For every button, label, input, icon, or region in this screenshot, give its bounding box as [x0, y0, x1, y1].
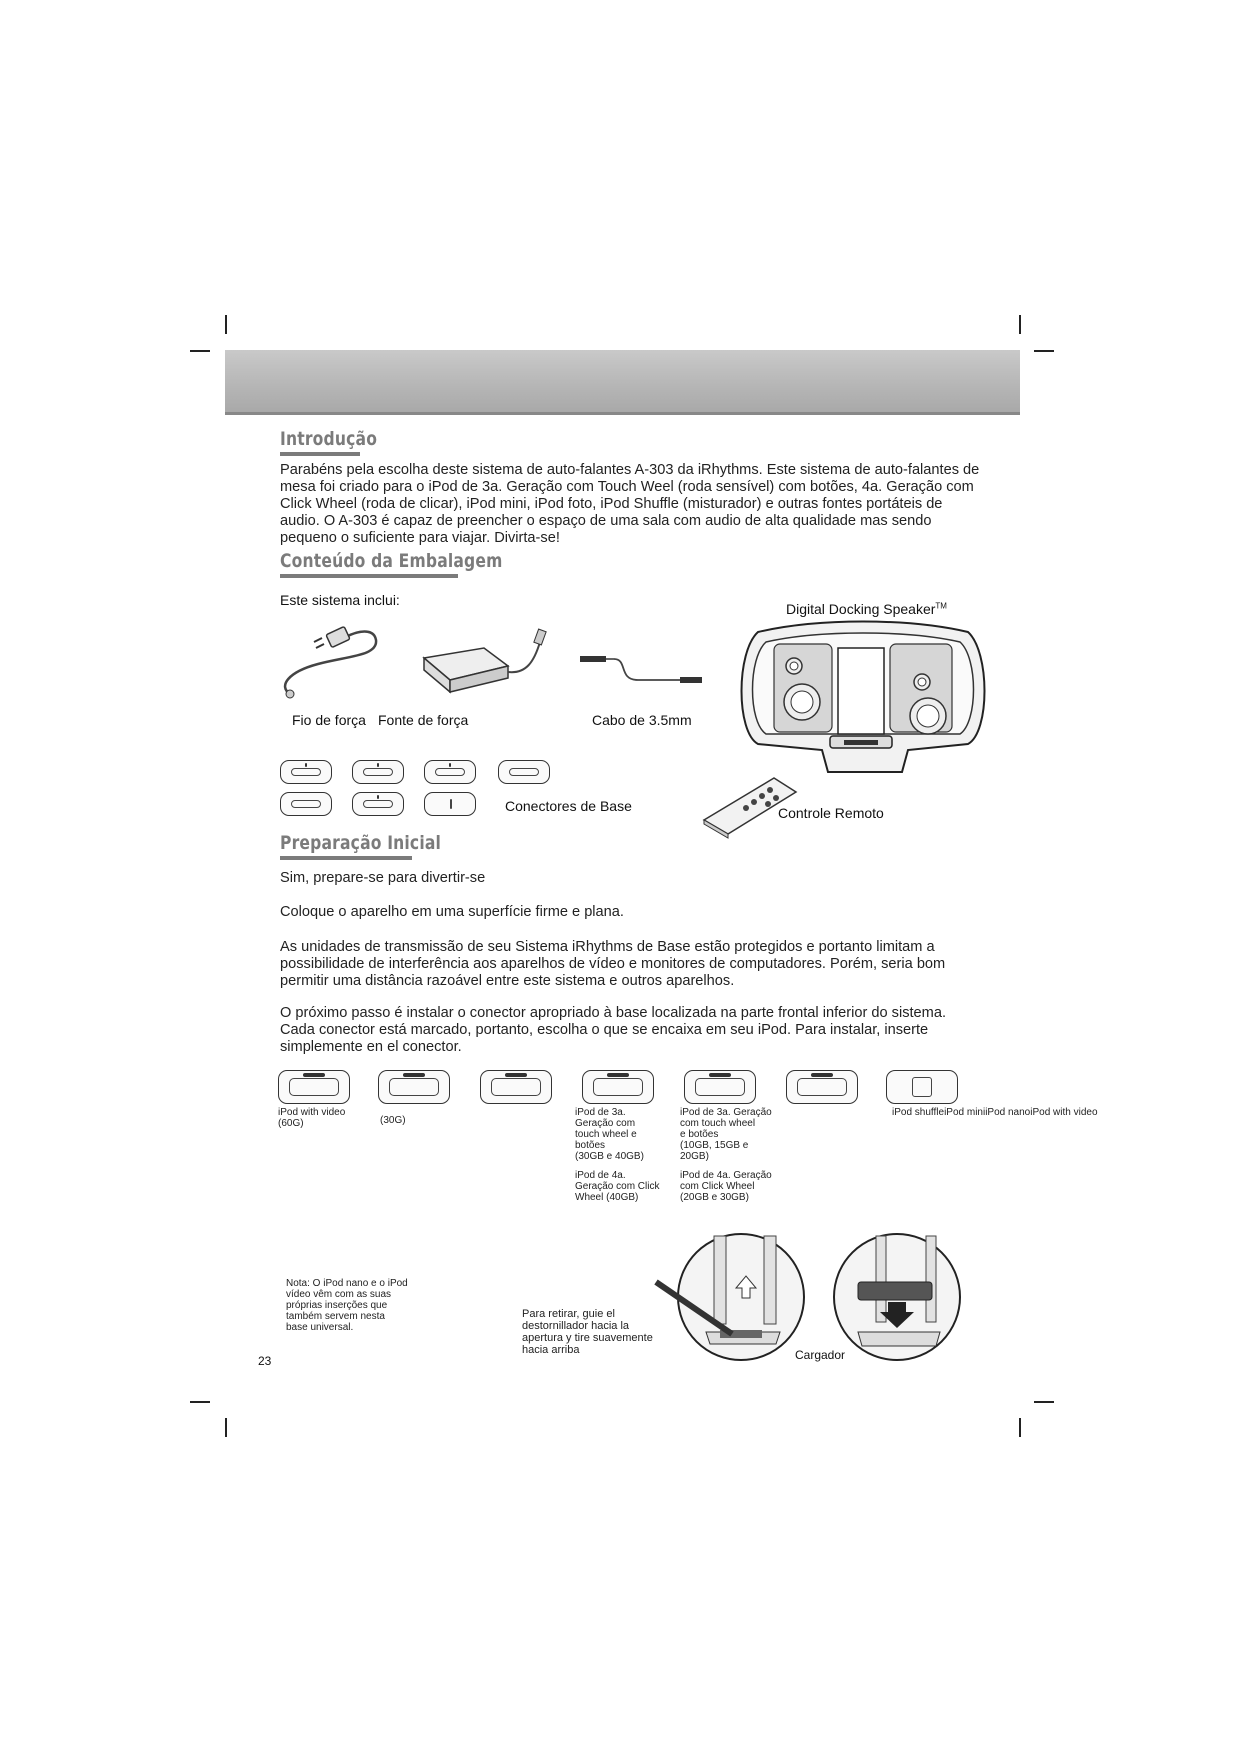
connector-shuffle	[886, 1070, 958, 1104]
crop-mark	[190, 350, 210, 352]
power-supply-illustration	[416, 630, 556, 700]
remote-label: Controle Remoto	[778, 805, 884, 821]
setup-title-rule	[280, 856, 412, 860]
crop-mark	[1034, 1401, 1054, 1403]
page-number: 23	[258, 1354, 272, 1368]
connector-3g-4g-large	[582, 1070, 654, 1104]
intro-body: Parabéns pela escolha deste sistema de auto-falantes A-303 da iRhythms. Este sistema de auto-falantes de mesa foi criado para o iPod de 3a. Geração com Touch Weel (roda sensível) com botões, 4a. Geração com Click Wheel (roda de clicar), iPod mini, iPod foto, iPod Shuffle (misturador) e outras fontes portáteis de audio. O A-303 é capaz de preencher o espaço de uma sala com audio de alta qualidade mas sendo pequeno o suficiente para viajar. Divirta-se!	[280, 462, 980, 546]
connector-label-c1: iPod with video (60G)	[278, 1107, 346, 1129]
connector-label-c5a: iPod de 3a. Geração com touch wheel e botões (10GB, 15GB e 20GB)	[680, 1107, 772, 1162]
base-connector	[280, 760, 332, 784]
connector-ipod-30g	[378, 1070, 450, 1104]
crop-mark	[1019, 1418, 1021, 1437]
speaker-label: Digital Docking Speaker™	[786, 601, 947, 617]
note-text: Nota: O iPod nano e o iPod vídeo vêm com as suas próprias inserções que também servem nesta base universal.	[286, 1278, 408, 1333]
connector-label-c4b: iPod de 4a. Geração com Click Wheel (40GB)	[575, 1170, 660, 1203]
base-connector	[352, 792, 404, 816]
header-band	[225, 350, 1020, 415]
connector-blank	[480, 1070, 552, 1104]
power-cord-label: Fio de força	[292, 712, 366, 728]
contents-title-rule	[280, 574, 458, 578]
setup-p3: As unidades de transmissão de seu Sistema iRhythms de Base estão protegidos e portanto limitam a possibilidade de interferência aos aparelhos de vídeo e monitores de computadores. Porém, seria bom permitir uma distância razoável entre este sistema e outros aparelhos.	[280, 939, 946, 989]
setup-p1: Sim, prepare-se para divertir-se	[280, 870, 486, 886]
base-connector	[424, 792, 476, 816]
connector-label-c5b: iPod de 4a. Geração com Click Wheel (20GB e 30GB)	[680, 1170, 772, 1203]
crop-mark	[1019, 315, 1021, 334]
setup-p4: O próximo passo é instalar o conector apropriado à base localizada na parte frontal inferior do sistema. Cada conector está marcado, portanto, escolha o que se encaixa em seu iPod. Para instalar, inserte simplemente en el conector.	[280, 1005, 946, 1055]
connector-label-c2: (30G)	[380, 1115, 406, 1126]
charger-label: Cargador	[795, 1348, 846, 1362]
connector-label-c4a: iPod de 3a. Geração com touch wheel e botões (30GB e 40GB)	[575, 1107, 644, 1162]
intro-title: Introdução	[280, 428, 378, 450]
setup-title: Preparação Inicial	[280, 832, 442, 854]
connector-mini	[786, 1070, 858, 1104]
crop-mark	[1034, 350, 1054, 352]
crop-mark	[225, 315, 227, 334]
crop-mark	[225, 1418, 227, 1437]
power-cord-illustration	[278, 620, 398, 702]
base-connector	[352, 760, 404, 784]
removal-inset-illustration	[676, 1232, 806, 1362]
base-connector	[498, 760, 550, 784]
base-connector	[280, 792, 332, 816]
charger-inset-illustration	[832, 1232, 962, 1362]
connectors-label: Conectores de Base	[505, 798, 632, 814]
contents-title: Conteúdo da Embalagem	[280, 550, 503, 572]
remote-illustration	[700, 770, 800, 836]
audio-cable-illustration	[578, 650, 708, 690]
speaker-illustration	[738, 622, 988, 782]
intro-title-rule	[280, 452, 360, 456]
cable-label: Cabo de 3.5mm	[592, 712, 692, 728]
base-connector	[424, 760, 476, 784]
includes-label: Este sistema inclui:	[280, 592, 400, 608]
crop-mark	[190, 1401, 210, 1403]
connector-3g-4g-small	[684, 1070, 756, 1104]
connector-ipod-video-60g	[278, 1070, 350, 1104]
remove-hint-text: Para retirar, guie el destornillador hacia la apertura y tire suavemente hacia arriba	[522, 1308, 653, 1356]
setup-p2: Coloque o aparelho em uma superfície firme e plana.	[280, 904, 624, 920]
power-supply-label: Fonte de força	[378, 712, 469, 728]
connector-label-c7: iPod shuffleiPod miniiPod nanoiPod with video	[892, 1107, 1098, 1118]
